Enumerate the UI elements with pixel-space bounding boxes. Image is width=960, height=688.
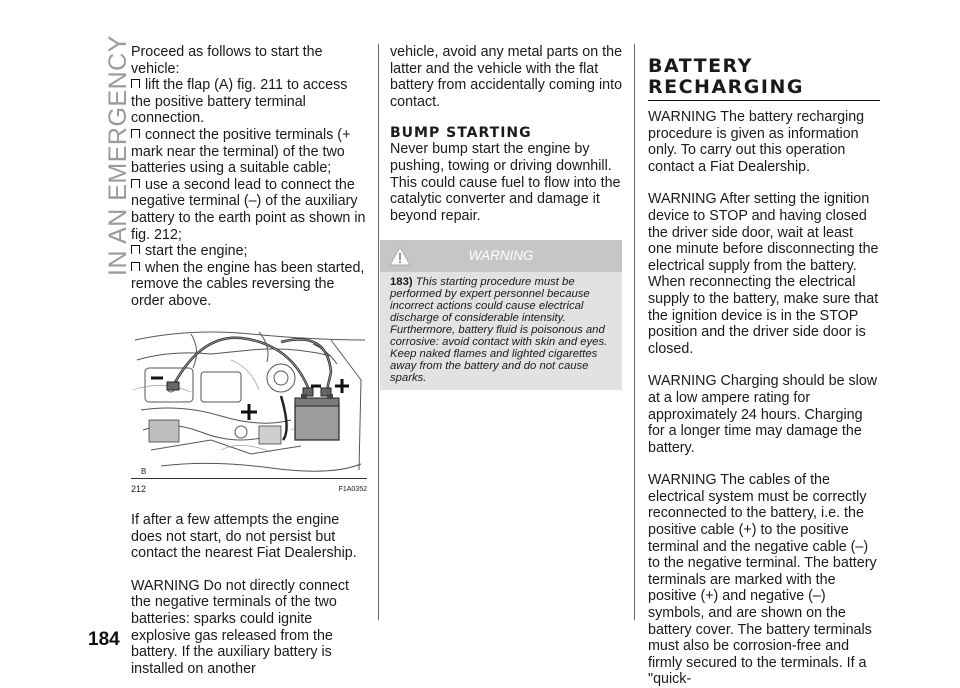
column-2 bbox=[390, 44, 623, 390]
figure-number: 212 bbox=[131, 483, 147, 494]
warning-box-header bbox=[380, 240, 622, 272]
bump-starting-body: Never bump start the engine by pushing, towing or driving downhill. This could cause fuel to flow into the catalytic converter and damage it beyond repair. bbox=[390, 141, 621, 224]
warning-box-text: This starting procedure must be performed by expert personnel because incorrect actions could cause electrical discharge of considerable intensity. Furthermore, battery fluid is poisonous and corrosive: avoid contact with skin and eyes. Keep naked flames and lighted cigarettes away from the battery and do not cause sparks. bbox=[390, 276, 608, 385]
step-text: start the engine; bbox=[145, 243, 248, 260]
engine-bay-illustration bbox=[131, 320, 367, 478]
recharging-paragraph: WARNING After setting the ignition device to STOP and having closed the driver side door, wait at least one minute before disconnecting the electrical supply from the battery. When reconnecting the electrical supply to the battery, make sure that the ignition device is in the STOP position and the driver side door is closed. bbox=[648, 191, 879, 357]
step-item bbox=[131, 243, 367, 260]
bump-starting-heading: BUMP STARTING bbox=[390, 125, 532, 142]
page-number: 184 bbox=[88, 629, 120, 650]
recharging-paragraph: WARNING The battery recharging procedure is given as information only. To carry out this operation contact a Fiat Dealership. bbox=[648, 109, 865, 175]
recharging-paragraph: WARNING Charging should be slow at a low ampere rating for approximately 24 hours. Charging for a longer time may damage the battery. bbox=[648, 373, 878, 456]
heading-line-1: BATTERY bbox=[648, 55, 753, 77]
bullet-icon bbox=[131, 179, 140, 188]
figure-212 bbox=[131, 320, 367, 499]
step-item bbox=[131, 260, 367, 310]
svg-text:B: B bbox=[141, 466, 147, 476]
column-divider bbox=[634, 44, 635, 620]
warning-triangle-icon bbox=[388, 245, 412, 267]
step-text: lift the flap (A) fig. 211 to access the positive battery terminal connection. bbox=[131, 77, 348, 127]
bullet-icon bbox=[131, 262, 140, 271]
section-side-title bbox=[68, 35, 132, 286]
side-title-text: IN AN EMERGENCY bbox=[104, 35, 132, 276]
step-text: use a second lead to connect the negative terminal (–) of the auxiliary battery to the earth point as shown in fig. 212; bbox=[131, 176, 366, 243]
step-text: connect the positive terminals (+ mark near the terminal) of the two batteries using a suitable cable; bbox=[131, 126, 351, 177]
recharging-paragraph: WARNING The cables of the electrical system must be correctly reconnected to the battery, i.e. the positive cable (+) to the positive terminal and the negative cable (–) to the negative terminal. The battery terminals are marked with the positive (+) and negative (–) symbols, and are shown on the battery cover. The battery terminals must also be corrosion-free and firmly secured to the terminals. If a "quick- bbox=[648, 472, 877, 688]
column-3 bbox=[648, 44, 880, 688]
figure-caption bbox=[131, 481, 367, 499]
intro-text: Proceed as follows to start the vehicle: bbox=[131, 44, 323, 77]
continued-text: vehicle, avoid any metal parts on the latter and the vehicle with the flat battery from accidentally coming into contact. bbox=[390, 44, 623, 110]
warning-number: 183) bbox=[390, 276, 413, 289]
step-item bbox=[131, 77, 367, 127]
warning-paragraph: WARNING Do not directly connect the negative terminals of the two batteries: sparks could ignite explosive gas released from the battery. If the auxiliary battery is installed on another bbox=[131, 577, 349, 677]
bullet-icon bbox=[131, 129, 140, 138]
heading-rule bbox=[648, 100, 880, 101]
after-figure-text: If after a few attempts the engine does not start, do not persist but contact the nearest Fiat Dealership. bbox=[131, 512, 357, 562]
battery-recharging-heading bbox=[648, 44, 880, 98]
figure-rule bbox=[131, 478, 367, 479]
bullet-icon bbox=[131, 245, 140, 254]
heading-line-2: RECHARGING bbox=[648, 76, 804, 98]
warning-box-title: WARNING bbox=[468, 248, 534, 264]
warning-box-body bbox=[380, 272, 622, 390]
step-text: when the engine has been started, remove the cables reversing the order above. bbox=[131, 259, 365, 309]
bullet-icon bbox=[131, 79, 140, 88]
step-item bbox=[131, 177, 367, 243]
step-item bbox=[131, 127, 367, 177]
figure-code: F1A0352 bbox=[338, 485, 367, 493]
warning-box bbox=[380, 240, 622, 390]
column-divider bbox=[378, 44, 379, 620]
column-1 bbox=[131, 44, 367, 677]
